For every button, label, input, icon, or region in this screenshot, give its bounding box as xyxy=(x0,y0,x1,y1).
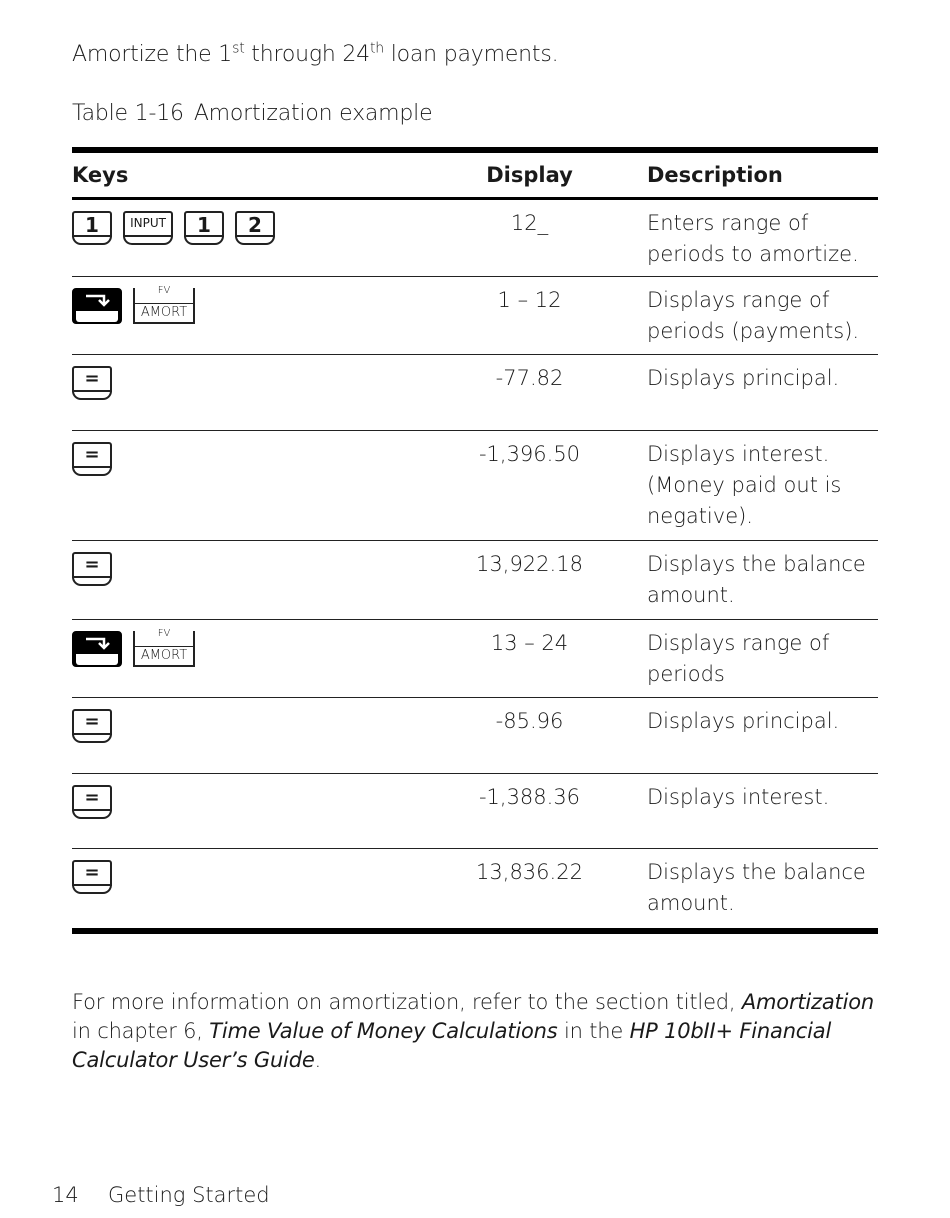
table-row xyxy=(72,620,878,698)
input-key-icon: INPUT xyxy=(123,211,173,245)
keys-cell xyxy=(72,355,412,431)
reference-paragraph xyxy=(72,988,882,1075)
keys-cell xyxy=(72,849,412,931)
table-row xyxy=(72,431,878,541)
display-cell: -1,388.36 xyxy=(412,774,647,849)
fv-label: FV xyxy=(157,628,171,639)
display-cell: 1 – 12 xyxy=(412,277,647,355)
keys-cell xyxy=(72,541,412,620)
table-row xyxy=(72,541,878,620)
table-row xyxy=(72,774,878,849)
reference-text-4: . xyxy=(314,1048,322,1072)
section-name: Getting Started xyxy=(108,1183,270,1207)
description-cell: Displays the balance amount. xyxy=(647,541,878,620)
display-cell: 12_ xyxy=(412,199,647,277)
reference-text-2: in chapter 6, xyxy=(72,1019,210,1043)
intro-sup-1: st xyxy=(232,40,245,57)
table-row xyxy=(72,277,878,355)
reference-italic-3: HP 10bII+ Financial Calculator User’s Guide xyxy=(72,1019,832,1072)
equals-key-icon: = xyxy=(72,442,112,476)
shift-key-icon xyxy=(72,631,122,667)
intro-part-2: through 24 xyxy=(244,42,370,67)
keys-cell xyxy=(72,431,412,541)
table-row xyxy=(72,355,878,431)
page-number: 14 xyxy=(52,1183,79,1207)
reference-italic-2: Time Value of Money Calculations xyxy=(209,1019,558,1043)
amort-key-icon xyxy=(133,285,195,324)
table-header-row xyxy=(72,150,878,199)
display-cell: -85.96 xyxy=(412,698,647,774)
description-cell: Displays interest. (Money paid out is negative). xyxy=(647,431,878,541)
description-cell: Displays range of periods xyxy=(647,620,878,698)
keys-cell xyxy=(72,698,412,774)
display-cell: 13 – 24 xyxy=(412,620,647,698)
table-row xyxy=(72,199,878,277)
keys-cell xyxy=(72,277,412,355)
description-cell: Enters range of periods to amortize. xyxy=(647,199,878,277)
intro-sup-2: th xyxy=(369,40,384,57)
header-description: Description xyxy=(647,150,878,199)
description-cell: Displays principal. xyxy=(647,355,878,431)
description-cell: Displays the balance amount. xyxy=(647,849,878,931)
one-key-icon: 1 xyxy=(72,211,112,245)
keys-cell xyxy=(72,199,412,277)
equals-key-icon: = xyxy=(72,366,112,400)
header-keys: Keys xyxy=(72,150,412,199)
table-row xyxy=(72,849,878,931)
shift-key-icon xyxy=(72,288,122,324)
display-cell: -1,396.50 xyxy=(412,431,647,541)
equals-key-icon: = xyxy=(72,860,112,894)
reference-text-1: For more information on amortization, refer to the section titled, xyxy=(72,990,742,1014)
shift-arrow-icon xyxy=(84,292,110,308)
keys-cell xyxy=(72,774,412,849)
amortization-table xyxy=(72,147,878,934)
header-display: Display xyxy=(412,150,647,199)
equals-key-icon: = xyxy=(72,709,112,743)
table-caption xyxy=(72,101,432,126)
description-cell: Displays principal. xyxy=(647,698,878,774)
amort-label: AMORT xyxy=(135,303,193,322)
amort-key-icon xyxy=(133,628,195,667)
display-cell: -77.82 xyxy=(412,355,647,431)
reference-italic-1: Amortization xyxy=(741,990,874,1014)
equals-key-icon: = xyxy=(72,785,112,819)
description-cell: Displays interest. xyxy=(647,774,878,849)
amort-label: AMORT xyxy=(135,646,193,665)
reference-text-3: in the xyxy=(557,1019,630,1043)
fv-label: FV xyxy=(157,285,171,296)
intro-part-1: Amortize the 1 xyxy=(72,42,233,67)
two-key-icon: 2 xyxy=(235,211,275,245)
intro-part-3: loan payments. xyxy=(383,42,559,67)
intro-text xyxy=(72,42,558,67)
one-key-icon: 1 xyxy=(184,211,224,245)
equals-key-icon: = xyxy=(72,552,112,586)
display-cell: 13,922.18 xyxy=(412,541,647,620)
table-caption-label: Table 1-16 xyxy=(72,101,184,126)
description-cell: Displays range of periods (payments). xyxy=(647,277,878,355)
shift-arrow-icon xyxy=(84,635,110,651)
table-caption-title: Amortization example xyxy=(193,101,433,126)
keys-cell xyxy=(72,620,412,698)
display-cell: 13,836.22 xyxy=(412,849,647,931)
table-row xyxy=(72,698,878,774)
